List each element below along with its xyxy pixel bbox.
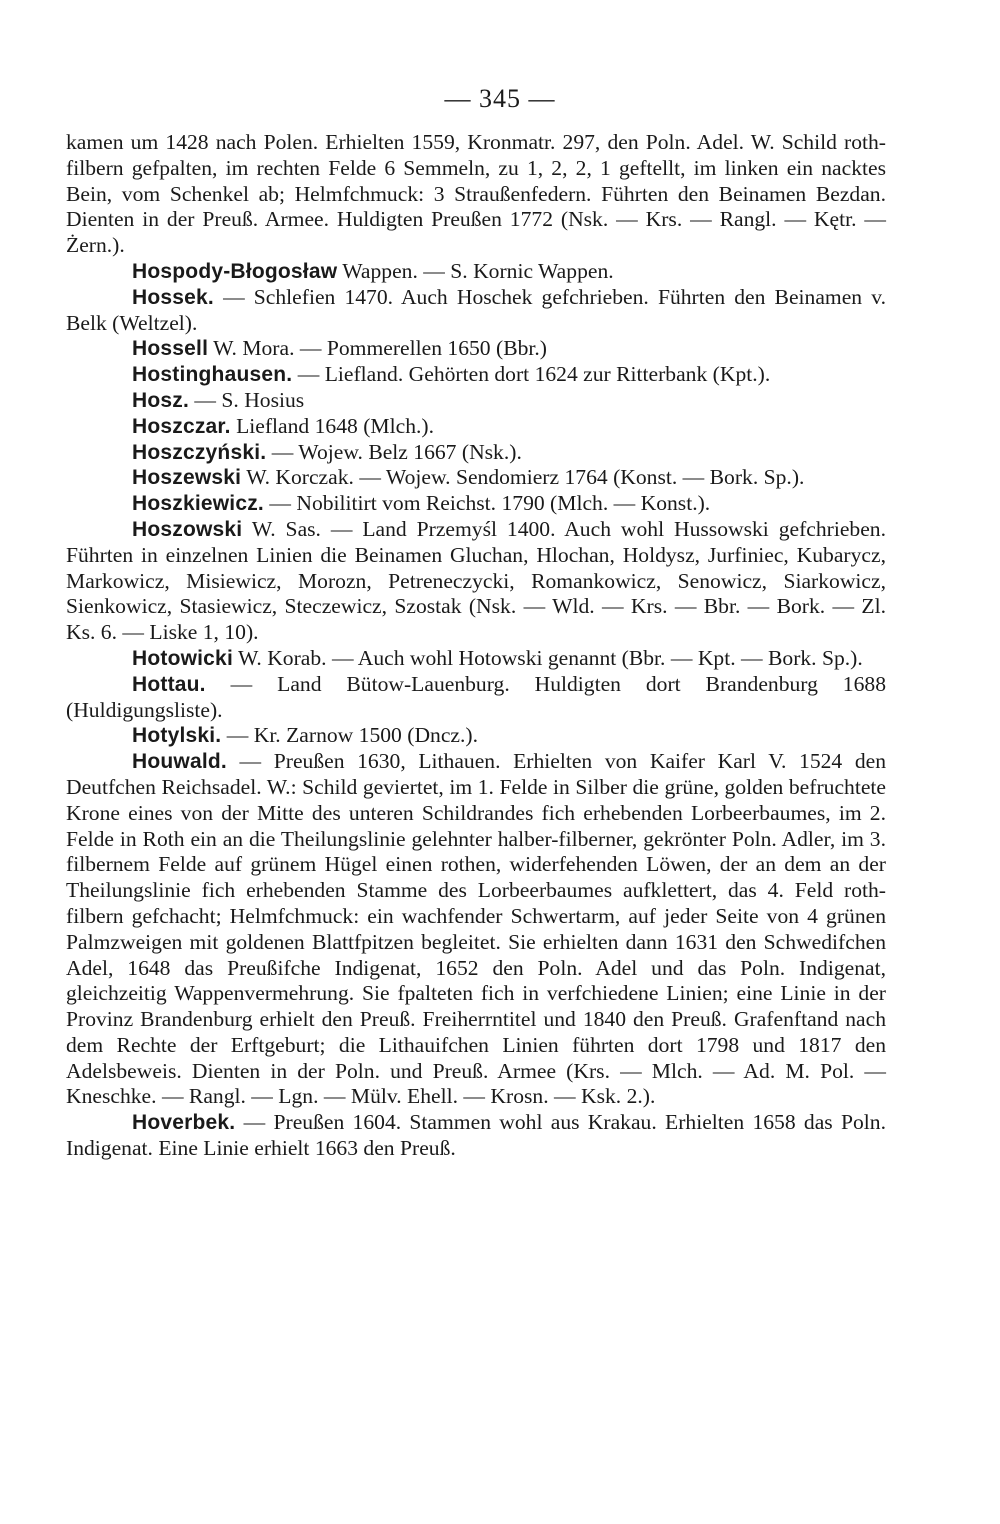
entry-name: Hoszewski: [132, 466, 242, 490]
entry-text: W. Korczak. — Wojew. Sendomierz 1764 (Konst. — Bork. Sp.).: [241, 465, 805, 490]
entry: [66, 672, 886, 724]
entry-text: — Preußen 1604. Stammen wohl aus Krakau. Erhielten 1658 das Poln. Indigenat. Eine Linie erhielt 1663 den Preuß.: [66, 1110, 886, 1161]
entry-name: Hostinghausen.: [132, 363, 293, 387]
entry-name: Hotowicki: [132, 646, 233, 670]
entry-name: Hoverbek.: [132, 1111, 236, 1135]
entry: [66, 1110, 886, 1162]
entry: [66, 285, 886, 337]
entry-text: — S. Hosius: [189, 387, 305, 412]
entry-name: Hossell: [132, 337, 209, 361]
entry-text: W. Sas. — Land Przemyśl 1400. Auch wohl Hussowski gefchrieben. Führten in einzelnen Linien die Beinamen Gluchan, Hlochan, Holdysz, Jurfiniec, Kubarycz, Markowicz, Misiewicz, Morozn, Petreneczycki, Romankowicz, Senowicz, Siarkowicz, Sienkowicz, Stasiewicz, Steczewicz, Szostak (Nsk. — Wld. — Krs. — Bbr. — Bork. — Zl. Ks. 6. — Liske 1, 10).: [66, 516, 886, 645]
entry-name: Hospody-Błogosław: [132, 259, 338, 283]
entry-text: W. Mora. — Pommerellen 1650 (Bbr.): [208, 336, 547, 361]
entry-list: [66, 130, 886, 1162]
entry: [66, 723, 886, 749]
entry-name: Hoszczar.: [132, 414, 231, 438]
entry-text: Wappen. — S. Kornic Wappen.: [337, 258, 614, 283]
entry: [66, 259, 886, 285]
entry: [66, 517, 886, 646]
entry-text: — Schlefien 1470. Auch Hoschek gefchrieben. Führten den Beinamen v. Belk (Weltzel).: [66, 284, 886, 335]
entry: [66, 414, 886, 440]
entry-name: Houwald.: [132, 750, 227, 774]
entry: [66, 336, 886, 362]
entry: [66, 362, 886, 388]
entry-name: Hottau.: [132, 672, 206, 696]
page-number: — 345 —: [444, 84, 556, 113]
entry-text: Liefland 1648 (Mlch.).: [230, 413, 434, 438]
entry-continuation: [66, 130, 886, 259]
entry-text: — Liefland. Gehörten dort 1624 zur Ritterbank (Kpt.).: [292, 362, 771, 387]
entry: [66, 749, 886, 1110]
entry: [66, 388, 886, 414]
entry-text: W. Korab. — Auch wohl Hotowski genannt (Bbr. — Kpt. — Bork. Sp.).: [232, 645, 863, 670]
entry-text: kamen um 1428 nach Polen. Erhielten 1559, Kronmatr. 297, den Poln. Adel. W. Schild roth-filbern gefpalten, im rechten Felde 6 Semmeln, zu 1, 2, 2, 1 geftellt, im linken ein nacktes Bein, vom Schenkel ab; Helmfchmuck: 3 Straußenfedern. Führten den Beinamen Bezdan. Dienten in der Preuß. Armee. Huldigten Preußen 1772 (Nsk. — Krs. — Rangl. — Kętr. — Żern.).: [66, 130, 886, 258]
entry: [66, 465, 886, 491]
entry: [66, 440, 886, 466]
entry-name: Hossek.: [132, 285, 214, 309]
entry-name: Hoszczyński.: [132, 440, 267, 464]
entry-text: — Wojew. Belz 1667 (Nsk.).: [266, 439, 522, 464]
entry-text: — Nobilitirt vom Reichst. 1790 (Mlch. — Konst.).: [263, 491, 711, 516]
entry-text: — Land Bütow-Lauenburg. Huldigten dort Brandenburg 1688 (Huldigungsliste).: [66, 671, 886, 722]
entry: [66, 646, 886, 672]
entry-text: — Preußen 1630, Lithauen. Erhielten von Kaifer Karl V. 1524 den Deutfchen Reichsadel. W.: Schild geviertet, im 1. Felde in Silber die grüne, golden befruchtete Krone eines von der Mitte des unteren Schildrandes fich erhebenden Lorbeerbaumes, im 2. Felde in Roth ein an die Theilungslinie gelehnter halber-filberner, gekrönter Poln. Adler, im 3. filbernem Felde auf grünem Hügel einen rothen, widerfehenden Löwen, der an dem an der Theilungslinie fich erhebenden Stamme des Lorbeerbaumes aufklettert, das 4. Feld roth-filbern gefchacht; Helmfchmuck: ein wachfender Schwertarm, auf jeder Seite von 4 grünen Palmzweigen mit goldenen Blattfpitzen begleitet. Sie erhielten dann 1631 den Schwedifchen Adel, 1648 das Preußifche Indigenat, 1652 den Poln. Adel und das Poln. Indigenat, gleichzeitig Wappenvermehrung. Sie fpalteten fich in verfchiedene Linien; eine Linie in der Provinz Brandenburg erhielt den Preuß. Freiherrntitel und 1840 den Preuß. Grafenftand nach dem Rechte der Erftgeburt; die Lithauifchen Linien führten dort 1798 und 1817 den Adelsbeweis. Dienten in der Poln. und Preuß. Armee (Krs. — Mlch. — Ad. M. Pol. — Kneschke. — Rangl. — Lgn. — Mülv. Ehell. — Krosn. — Ksk. 2.).: [66, 749, 886, 1109]
entry-text: — Kr. Zarnow 1500 (Dncz.).: [221, 723, 478, 748]
entry: [66, 491, 886, 517]
entry-name: Hotylski.: [132, 724, 222, 748]
entry-name: Hoszowski: [132, 517, 243, 541]
entry-name: Hosz.: [132, 388, 190, 412]
entry-name: Hoszkiewicz.: [132, 492, 264, 516]
